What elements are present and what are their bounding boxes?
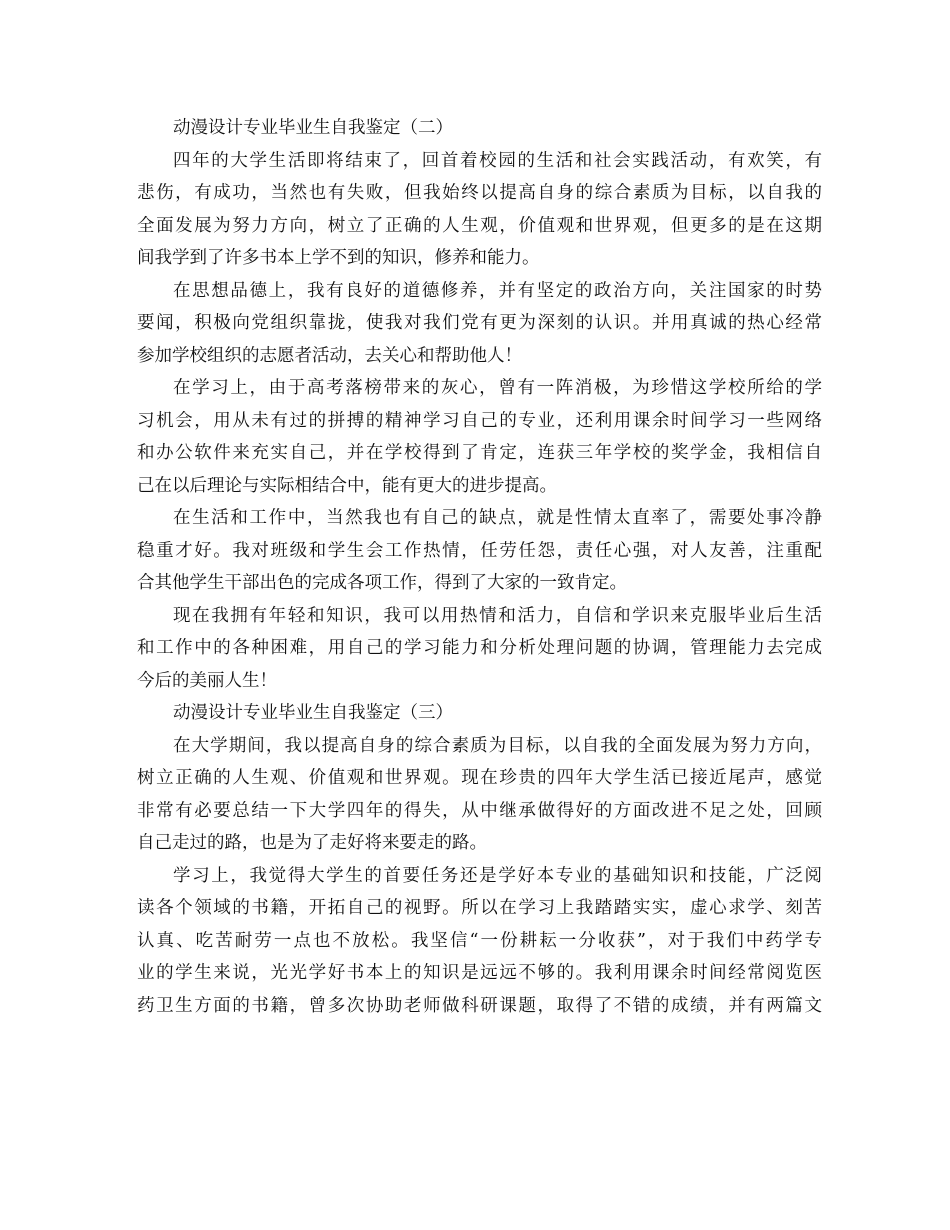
section-heading: 动漫设计专业毕业生自我鉴定（三） <box>173 703 453 723</box>
text-line: 参加学校组织的志愿者活动，去关心和帮助他人！ <box>137 345 522 366</box>
text-line: 读各个领域的书籍，开拓自己的视野。所以在学习上我踏踏实实，虚心求学、刻苦 <box>137 898 822 918</box>
text-line: 学习上，我觉得大学生的首要任务还是学好本专业的基础知识和技能，广泛阅 <box>173 865 822 886</box>
text-line: 自己走过的路，也是为了走好将来要走的路。 <box>137 833 487 853</box>
text-line: 习机会，用从未有过的拼搏的精神学习自己的专业，还利用课余时间学习一些网络 <box>137 410 822 431</box>
text-line: 间我学到了许多书本上学不到的知识，修养和能力。 <box>137 248 540 268</box>
text-line: 药卫生方面的书籍，曾多次协助老师做科研课题，取得了不错的成绩，并有两篇文 <box>137 995 822 1016</box>
text-line: 四年的大学生活即将结束了，回首着校园的生活和社会实践活动，有欢笑，有 <box>173 150 822 171</box>
text-line: 要闻，积极向党组织靠拢，使我对我们党有更为深刻的认识。并用真诚的热心经常 <box>137 313 822 333</box>
text-line: 现在我拥有年轻和知识，我可以用热情和活力，自信和学识来克服毕业后生活 <box>173 605 822 626</box>
text-line: 非常有必要总结一下大学四年的得失，从中继承做得好的方面改进不足之处，回顾 <box>137 800 822 821</box>
text-line: 在大学期间，我以提高自身的综合素质为目标，以自我的全面发展为努力方向， <box>173 735 822 756</box>
text-line: 在生活和工作中，当然我也有自己的缺点，就是性情太直率了，需要处事冷静 <box>173 508 822 528</box>
text-line: 认真、吃苦耐劳一点也不放松。我坚信“一份耕耘一分收获”，对于我们中药学专 <box>137 930 822 951</box>
text-line: 和工作中的各种困难，用自己的学习能力和分析处理问题的协调，管理能力去完成 <box>137 638 822 658</box>
text-line: 和办公软件来充实自己，并在学校得到了肯定，连获三年学校的奖学金，我相信自 <box>137 443 822 463</box>
text-line: 业的学生来说，光光学好书本上的知识是远远不够的。我利用课余时间经常阅览医 <box>137 963 822 983</box>
text-line: 在学习上，由于高考落榜带来的灰心，曾有一阵消极，为珍惜这学校所给的学 <box>173 378 822 398</box>
text-line: 合其他学生干部出色的完成各项工作，得到了大家的一致肯定。 <box>137 573 627 593</box>
text-line: 全面发展为努力方向，树立了正确的人生观，价值观和世界观，但更多的是在这期 <box>137 215 822 236</box>
section-heading: 动漫设计专业毕业生自我鉴定（二） <box>173 118 453 138</box>
text-line: 在思想品德上，我有良好的道德修养，并有坚定的政治方向，关注国家的时势 <box>173 280 822 301</box>
text-line: 己在以后理论与实际相结合中，能有更大的进步提高。 <box>137 475 557 496</box>
text-line: 悲伤，有成功，当然也有失败，但我始终以提高自身的综合素质为目标，以自我的 <box>137 183 822 203</box>
text-line: 树立正确的人生观、价值观和世界观。现在珍贵的四年大学生活已接近尾声，感觉 <box>137 768 822 788</box>
text-line: 今后的美丽人生！ <box>137 670 277 691</box>
document-body <box>137 112 822 1022</box>
text-line: 稳重才好。我对班级和学生会工作热情，任劳任怨，责任心强，对人友善，注重配 <box>137 540 822 561</box>
